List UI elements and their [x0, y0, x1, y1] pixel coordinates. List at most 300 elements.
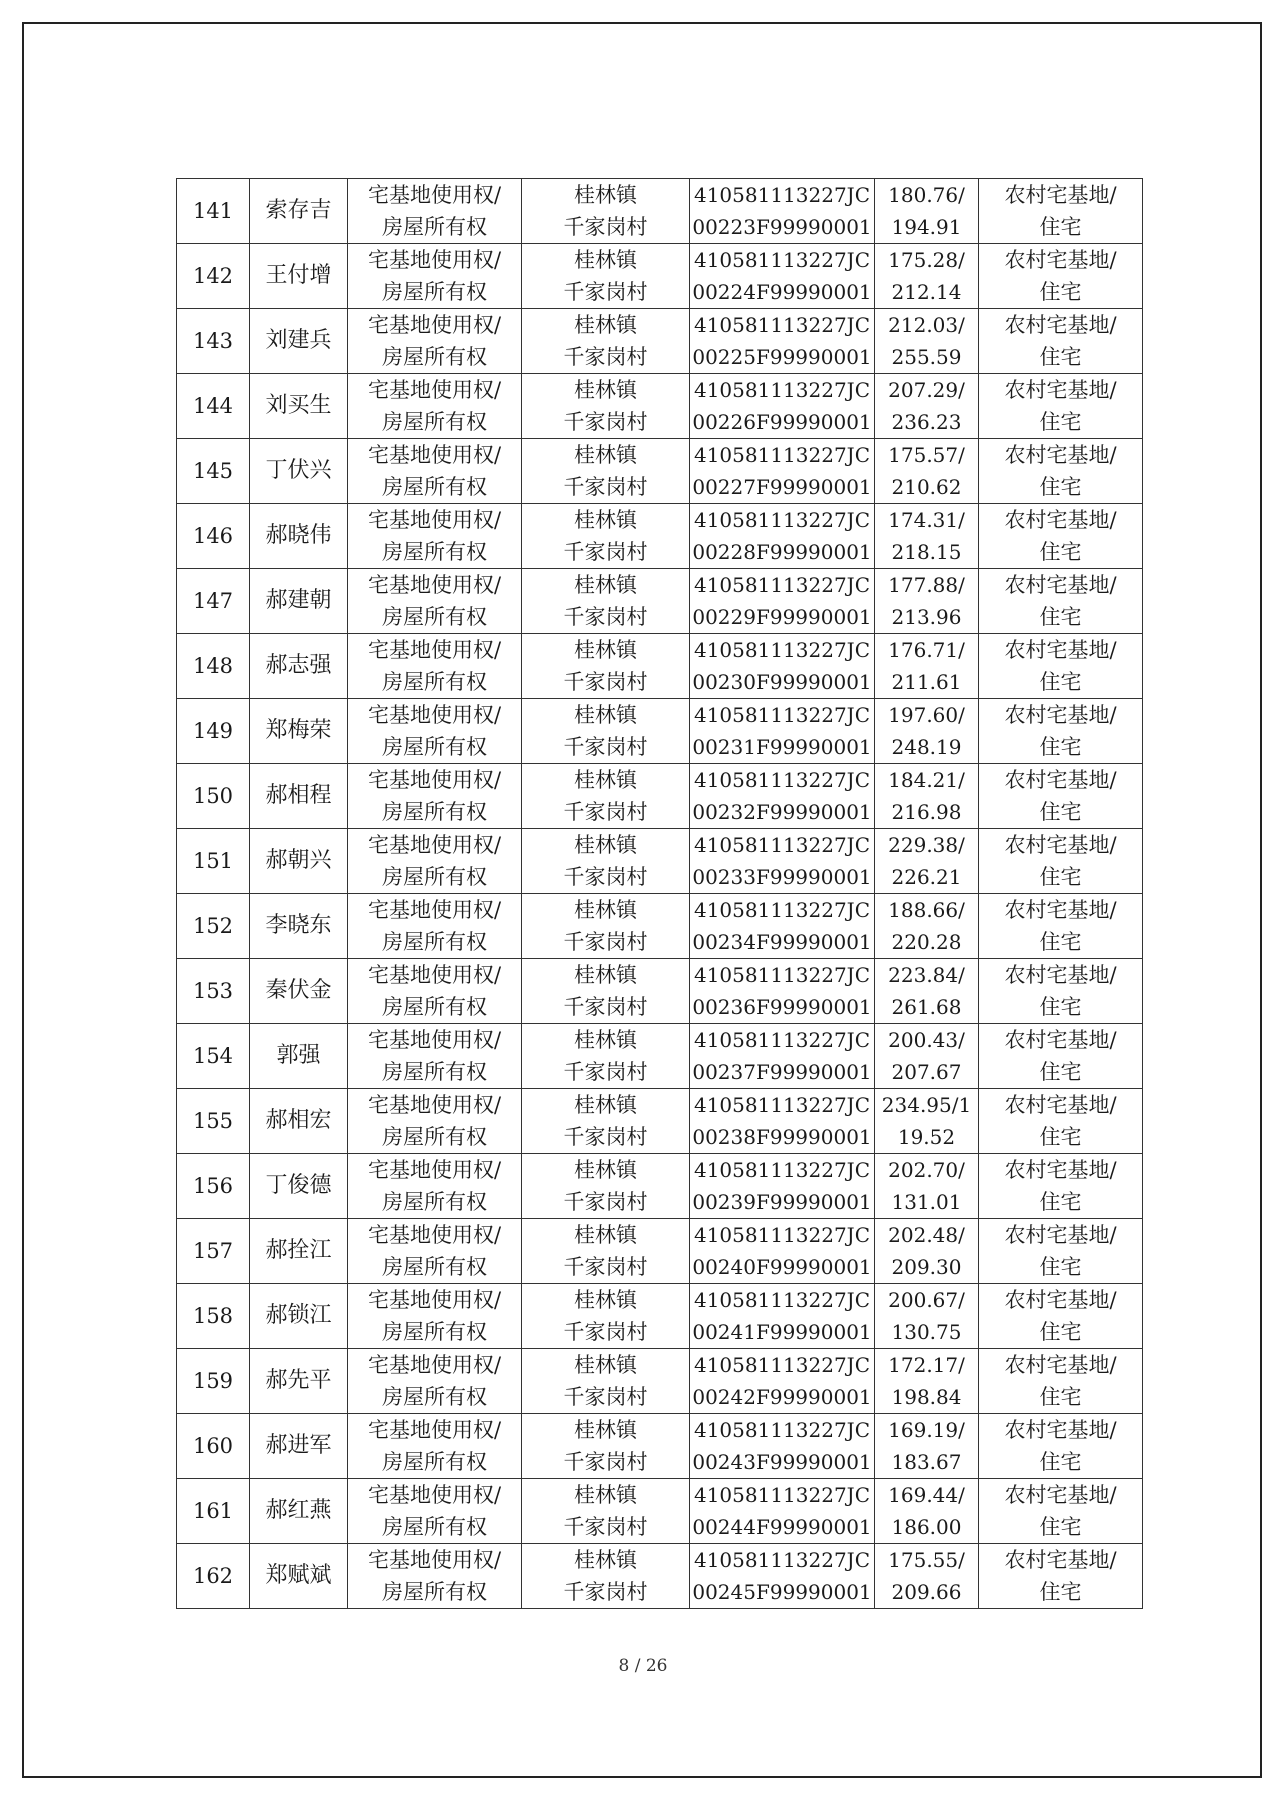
area-cell-line: 216.98	[891, 800, 962, 824]
area-cell-line: 209.66	[891, 1580, 962, 1604]
area-cell	[875, 374, 979, 439]
owner-name-cell: 刘建兵	[250, 309, 348, 374]
usage-cell-line: 住宅	[1039, 735, 1082, 759]
right-type-cell	[348, 1154, 522, 1219]
area-cell-line: 19.52	[897, 1125, 956, 1149]
usage-cell-line: 农村宅基地/	[1004, 1548, 1117, 1572]
area-cell	[875, 1414, 979, 1479]
right-type-cell-line: 房屋所有权	[382, 280, 487, 304]
owner-name-cell: 郝朝兴	[250, 829, 348, 894]
owner-name-cell: 郝进军	[250, 1414, 348, 1479]
location-cell-line: 桂林镇	[574, 1418, 637, 1442]
usage-cell-line: 农村宅基地/	[1004, 378, 1117, 402]
area-cell	[875, 504, 979, 569]
usage-cell-line: 农村宅基地/	[1004, 963, 1117, 987]
area-cell-line: 169.44/	[888, 1483, 965, 1507]
usage-cell-line: 住宅	[1039, 1450, 1082, 1474]
usage-cell-line: 住宅	[1039, 1255, 1082, 1279]
location-cell-line: 千家岗村	[563, 540, 648, 564]
area-cell-line: 194.91	[891, 215, 962, 239]
location-cell	[522, 1544, 690, 1609]
location-cell-line: 桂林镇	[574, 768, 637, 792]
location-cell-line: 千家岗村	[563, 475, 648, 499]
page-number: 8 / 26	[618, 1656, 668, 1676]
usage-cell	[979, 374, 1143, 439]
area-cell	[875, 179, 979, 244]
usage-cell-line: 农村宅基地/	[1004, 898, 1117, 922]
unit-code-cell-line: 410581113227JC	[693, 768, 870, 792]
right-type-cell-line: 房屋所有权	[382, 410, 487, 434]
table-row	[177, 1349, 1143, 1414]
area-cell	[875, 439, 979, 504]
usage-cell	[979, 764, 1143, 829]
unit-code-cell	[690, 699, 875, 764]
area-cell-line: 174.31/	[888, 508, 965, 532]
area-cell-line: 226.21	[891, 865, 962, 889]
location-cell	[522, 179, 690, 244]
usage-cell-line: 农村宅基地/	[1004, 183, 1117, 207]
area-cell	[875, 1024, 979, 1089]
right-type-cell	[348, 894, 522, 959]
area-cell	[875, 894, 979, 959]
right-type-cell-line: 宅基地使用权/	[367, 1028, 502, 1052]
unit-code-cell-line: 410581113227JC	[693, 1483, 870, 1507]
unit-code-cell-line: 410581113227JC	[693, 443, 870, 467]
row-number-cell: 149	[177, 699, 250, 764]
unit-code-cell-line: 410581113227JC	[693, 963, 870, 987]
row-number-cell: 141	[177, 179, 250, 244]
right-type-cell-line: 宅基地使用权/	[367, 1548, 502, 1572]
location-cell-line: 千家岗村	[563, 1190, 648, 1214]
location-cell	[522, 569, 690, 634]
owner-name-cell: 丁俊德	[250, 1154, 348, 1219]
location-cell-line: 千家岗村	[563, 1125, 648, 1149]
usage-cell-line: 农村宅基地/	[1004, 833, 1117, 857]
right-type-cell	[348, 1544, 522, 1609]
table-row	[177, 569, 1143, 634]
unit-code-cell-line: 00226F99990001	[692, 410, 872, 434]
row-number-cell: 154	[177, 1024, 250, 1089]
usage-cell-line: 农村宅基地/	[1004, 508, 1117, 532]
right-type-cell-line: 房屋所有权	[382, 1450, 487, 1474]
usage-cell-line: 住宅	[1039, 410, 1082, 434]
row-number-cell: 157	[177, 1219, 250, 1284]
row-number-cell: 162	[177, 1544, 250, 1609]
usage-cell-line: 住宅	[1039, 930, 1082, 954]
usage-cell	[979, 1024, 1143, 1089]
location-cell	[522, 1024, 690, 1089]
area-cell	[875, 699, 979, 764]
unit-code-cell-line: 00227F99990001	[692, 475, 872, 499]
usage-cell	[979, 1154, 1143, 1219]
location-cell	[522, 894, 690, 959]
area-cell-line: 207.29/	[888, 378, 965, 402]
right-type-cell	[348, 1219, 522, 1284]
area-cell	[875, 1479, 979, 1544]
location-cell-line: 千家岗村	[563, 865, 648, 889]
right-type-cell-line: 宅基地使用权/	[367, 963, 502, 987]
area-cell-line: 177.88/	[888, 573, 965, 597]
owner-name-cell: 郝志强	[250, 634, 348, 699]
area-cell-line: 212.03/	[888, 313, 965, 337]
unit-code-cell-line: 00232F99990001	[692, 800, 872, 824]
location-cell	[522, 309, 690, 374]
location-cell-line: 千家岗村	[563, 930, 648, 954]
area-cell-line: 169.19/	[888, 1418, 965, 1442]
unit-code-cell-line: 00234F99990001	[692, 930, 872, 954]
unit-code-cell-line: 00239F99990001	[692, 1190, 872, 1214]
unit-code-cell-line: 410581113227JC	[693, 1158, 870, 1182]
unit-code-cell	[690, 959, 875, 1024]
right-type-cell-line: 房屋所有权	[382, 345, 487, 369]
area-cell-line: 236.23	[891, 410, 962, 434]
right-type-cell	[348, 699, 522, 764]
usage-cell-line: 农村宅基地/	[1004, 443, 1117, 467]
area-cell-line: 175.55/	[888, 1548, 965, 1572]
right-type-cell	[348, 179, 522, 244]
location-cell-line: 千家岗村	[563, 1060, 648, 1084]
usage-cell-line: 住宅	[1039, 800, 1082, 824]
location-cell-line: 桂林镇	[574, 898, 637, 922]
usage-cell-line: 住宅	[1039, 475, 1082, 499]
area-cell	[875, 1219, 979, 1284]
unit-code-cell-line: 00238F99990001	[692, 1125, 872, 1149]
usage-cell-line: 住宅	[1039, 995, 1082, 1019]
right-type-cell	[348, 1414, 522, 1479]
area-cell-line: 184.21/	[888, 768, 965, 792]
area-cell-line: 223.84/	[888, 963, 965, 987]
usage-cell	[979, 439, 1143, 504]
area-cell-line: 186.00	[891, 1515, 962, 1539]
location-cell	[522, 439, 690, 504]
right-type-cell-line: 宅基地使用权/	[367, 638, 502, 662]
unit-code-cell	[690, 439, 875, 504]
right-type-cell-line: 房屋所有权	[382, 540, 487, 564]
usage-cell	[979, 1089, 1143, 1154]
row-number-cell: 144	[177, 374, 250, 439]
area-cell-line: 172.17/	[888, 1353, 965, 1377]
location-cell-line: 桂林镇	[574, 1223, 637, 1247]
area-cell-line: 200.67/	[888, 1288, 965, 1312]
owner-name-cell: 郝相宏	[250, 1089, 348, 1154]
right-type-cell-line: 宅基地使用权/	[367, 1418, 502, 1442]
area-cell	[875, 569, 979, 634]
unit-code-cell-line: 410581113227JC	[693, 1418, 870, 1442]
location-cell-line: 千家岗村	[563, 1320, 648, 1344]
right-type-cell-line: 房屋所有权	[382, 670, 487, 694]
area-cell-line: 176.71/	[888, 638, 965, 662]
location-cell	[522, 959, 690, 1024]
owner-name-cell: 郝晓伟	[250, 504, 348, 569]
location-cell-line: 桂林镇	[574, 1093, 637, 1117]
unit-code-cell-line: 00236F99990001	[692, 995, 872, 1019]
area-cell-line: 175.57/	[888, 443, 965, 467]
right-type-cell-line: 宅基地使用权/	[367, 443, 502, 467]
right-type-cell-line: 房屋所有权	[382, 800, 487, 824]
unit-code-cell-line: 00243F99990001	[692, 1450, 872, 1474]
right-type-cell-line: 宅基地使用权/	[367, 833, 502, 857]
usage-cell-line: 住宅	[1039, 1190, 1082, 1214]
area-cell	[875, 829, 979, 894]
row-number-cell: 160	[177, 1414, 250, 1479]
location-cell-line: 千家岗村	[563, 280, 648, 304]
usage-cell-line: 农村宅基地/	[1004, 1288, 1117, 1312]
unit-code-cell-line: 410581113227JC	[693, 1353, 870, 1377]
area-cell	[875, 1284, 979, 1349]
unit-code-cell-line: 00240F99990001	[692, 1255, 872, 1279]
right-type-cell-line: 房屋所有权	[382, 1060, 487, 1084]
table-row	[177, 179, 1143, 244]
unit-code-cell-line: 410581113227JC	[693, 1288, 870, 1312]
location-cell-line: 千家岗村	[563, 410, 648, 434]
table-row	[177, 1154, 1143, 1219]
right-type-cell-line: 宅基地使用权/	[367, 768, 502, 792]
location-cell-line: 桂林镇	[574, 963, 637, 987]
location-cell-line: 桂林镇	[574, 573, 637, 597]
location-cell-line: 千家岗村	[563, 995, 648, 1019]
table-row	[177, 1284, 1143, 1349]
usage-cell-line: 农村宅基地/	[1004, 1418, 1117, 1442]
unit-code-cell-line: 410581113227JC	[693, 1028, 870, 1052]
unit-code-cell	[690, 1284, 875, 1349]
table-row	[177, 504, 1143, 569]
usage-cell	[979, 244, 1143, 309]
right-type-cell	[348, 1284, 522, 1349]
row-number-cell: 148	[177, 634, 250, 699]
owner-name-cell: 郭强	[250, 1024, 348, 1089]
unit-code-cell	[690, 569, 875, 634]
right-type-cell	[348, 504, 522, 569]
location-cell-line: 桂林镇	[574, 833, 637, 857]
area-cell	[875, 309, 979, 374]
location-cell-line: 桂林镇	[574, 313, 637, 337]
unit-code-cell	[690, 1089, 875, 1154]
right-type-cell	[348, 1349, 522, 1414]
area-cell-line: 218.15	[891, 540, 962, 564]
right-type-cell-line: 房屋所有权	[382, 1385, 487, 1409]
unit-code-cell-line: 410581113227JC	[693, 1093, 870, 1117]
location-cell-line: 千家岗村	[563, 1515, 648, 1539]
unit-code-cell-line: 00225F99990001	[692, 345, 872, 369]
row-number-cell: 158	[177, 1284, 250, 1349]
area-cell-line: 210.62	[891, 475, 962, 499]
right-type-cell-line: 宅基地使用权/	[367, 313, 502, 337]
unit-code-cell	[690, 374, 875, 439]
table-row	[177, 1544, 1143, 1609]
unit-code-cell-line: 00224F99990001	[692, 280, 872, 304]
unit-code-cell-line: 410581113227JC	[693, 313, 870, 337]
right-type-cell	[348, 1024, 522, 1089]
right-type-cell-line: 房屋所有权	[382, 865, 487, 889]
unit-code-cell-line: 410581113227JC	[693, 248, 870, 272]
right-type-cell-line: 宅基地使用权/	[367, 1353, 502, 1377]
usage-cell-line: 农村宅基地/	[1004, 1483, 1117, 1507]
unit-code-cell-line: 00241F99990001	[692, 1320, 872, 1344]
area-cell-line: 131.01	[891, 1190, 962, 1214]
right-type-cell-line: 宅基地使用权/	[367, 508, 502, 532]
area-cell-line: 207.67	[891, 1060, 962, 1084]
location-cell	[522, 634, 690, 699]
table-row	[177, 1219, 1143, 1284]
owner-name-cell: 郑梅荣	[250, 699, 348, 764]
area-cell	[875, 764, 979, 829]
right-type-cell-line: 房屋所有权	[382, 1320, 487, 1344]
right-type-cell-line: 宅基地使用权/	[367, 378, 502, 402]
usage-cell	[979, 179, 1143, 244]
right-type-cell-line: 房屋所有权	[382, 1580, 487, 1604]
usage-cell	[979, 634, 1143, 699]
row-number-cell: 156	[177, 1154, 250, 1219]
unit-code-cell	[690, 179, 875, 244]
unit-code-cell-line: 410581113227JC	[693, 378, 870, 402]
usage-cell-line: 住宅	[1039, 215, 1082, 239]
unit-code-cell	[690, 309, 875, 374]
right-type-cell-line: 房屋所有权	[382, 1125, 487, 1149]
location-cell-line: 千家岗村	[563, 605, 648, 629]
location-cell	[522, 699, 690, 764]
location-cell-line: 千家岗村	[563, 670, 648, 694]
table-body	[177, 179, 1143, 1609]
usage-cell	[979, 829, 1143, 894]
location-cell-line: 桂林镇	[574, 638, 637, 662]
right-type-cell	[348, 764, 522, 829]
right-type-cell-line: 宅基地使用权/	[367, 1483, 502, 1507]
unit-code-cell	[690, 1544, 875, 1609]
row-number-cell: 152	[177, 894, 250, 959]
usage-cell-line: 农村宅基地/	[1004, 768, 1117, 792]
right-type-cell-line: 房屋所有权	[382, 930, 487, 954]
right-type-cell	[348, 439, 522, 504]
usage-cell-line: 住宅	[1039, 345, 1082, 369]
area-cell-line: 261.68	[891, 995, 962, 1019]
row-number-cell: 146	[177, 504, 250, 569]
location-cell	[522, 829, 690, 894]
owner-name-cell: 郝红燕	[250, 1479, 348, 1544]
usage-cell	[979, 699, 1143, 764]
usage-cell	[979, 569, 1143, 634]
right-type-cell-line: 房屋所有权	[382, 995, 487, 1019]
row-number-cell: 150	[177, 764, 250, 829]
right-type-cell-line: 宅基地使用权/	[367, 1093, 502, 1117]
right-type-cell-line: 宅基地使用权/	[367, 1223, 502, 1247]
area-cell-line: 188.66/	[888, 898, 965, 922]
area-cell-line: 234.95/1	[881, 1093, 972, 1117]
usage-cell	[979, 1544, 1143, 1609]
usage-cell	[979, 504, 1143, 569]
right-type-cell-line: 房屋所有权	[382, 475, 487, 499]
right-type-cell	[348, 634, 522, 699]
area-cell-line: 200.43/	[888, 1028, 965, 1052]
row-number-cell: 155	[177, 1089, 250, 1154]
location-cell	[522, 504, 690, 569]
usage-cell-line: 住宅	[1039, 1060, 1082, 1084]
area-cell-line: 130.75	[891, 1320, 962, 1344]
usage-cell-line: 农村宅基地/	[1004, 1093, 1117, 1117]
usage-cell-line: 住宅	[1039, 865, 1082, 889]
usage-cell	[979, 1479, 1143, 1544]
area-cell	[875, 1154, 979, 1219]
right-type-cell-line: 宅基地使用权/	[367, 1158, 502, 1182]
unit-code-cell	[690, 1219, 875, 1284]
right-type-cell-line: 房屋所有权	[382, 1190, 487, 1214]
location-cell	[522, 1154, 690, 1219]
area-cell-line: 248.19	[891, 735, 962, 759]
usage-cell	[979, 309, 1143, 374]
unit-code-cell	[690, 1414, 875, 1479]
unit-code-cell	[690, 1024, 875, 1089]
location-cell-line: 桂林镇	[574, 1548, 637, 1572]
table-row	[177, 634, 1143, 699]
right-type-cell-line: 房屋所有权	[382, 605, 487, 629]
row-number-cell: 151	[177, 829, 250, 894]
location-cell-line: 桂林镇	[574, 1028, 637, 1052]
row-number-cell: 142	[177, 244, 250, 309]
location-cell-line: 千家岗村	[563, 800, 648, 824]
unit-code-cell	[690, 634, 875, 699]
unit-code-cell-line: 00229F99990001	[692, 605, 872, 629]
unit-code-cell-line: 00237F99990001	[692, 1060, 872, 1084]
row-number-cell: 147	[177, 569, 250, 634]
unit-code-cell	[690, 829, 875, 894]
row-number-cell: 143	[177, 309, 250, 374]
area-cell-line: 175.28/	[888, 248, 965, 272]
usage-cell-line: 农村宅基地/	[1004, 638, 1117, 662]
location-cell-line: 千家岗村	[563, 345, 648, 369]
right-type-cell-line: 房屋所有权	[382, 735, 487, 759]
area-cell	[875, 1349, 979, 1414]
usage-cell-line: 农村宅基地/	[1004, 703, 1117, 727]
owner-name-cell: 李晓东	[250, 894, 348, 959]
location-cell	[522, 1284, 690, 1349]
usage-cell-line: 住宅	[1039, 1385, 1082, 1409]
area-cell-line: 202.48/	[888, 1223, 965, 1247]
right-type-cell-line: 宅基地使用权/	[367, 183, 502, 207]
unit-code-cell-line: 410581113227JC	[693, 898, 870, 922]
table-row	[177, 894, 1143, 959]
location-cell-line: 桂林镇	[574, 378, 637, 402]
usage-cell	[979, 894, 1143, 959]
unit-code-cell	[690, 1479, 875, 1544]
usage-cell-line: 农村宅基地/	[1004, 1158, 1117, 1182]
location-cell-line: 桂林镇	[574, 703, 637, 727]
right-type-cell	[348, 1479, 522, 1544]
location-cell	[522, 1349, 690, 1414]
table-row	[177, 1024, 1143, 1089]
table-row	[177, 244, 1143, 309]
area-cell-line: 197.60/	[888, 703, 965, 727]
location-cell-line: 桂林镇	[574, 1353, 637, 1377]
location-cell-line: 千家岗村	[563, 1385, 648, 1409]
unit-code-cell-line: 00245F99990001	[692, 1580, 872, 1604]
usage-cell-line: 住宅	[1039, 1515, 1082, 1539]
owner-name-cell: 郝建朝	[250, 569, 348, 634]
location-cell	[522, 1219, 690, 1284]
usage-cell-line: 住宅	[1039, 670, 1082, 694]
usage-cell-line: 农村宅基地/	[1004, 573, 1117, 597]
location-cell	[522, 374, 690, 439]
usage-cell-line: 住宅	[1039, 1320, 1082, 1344]
area-cell-line: 212.14	[891, 280, 962, 304]
location-cell-line: 桂林镇	[574, 443, 637, 467]
area-cell-line: 198.84	[891, 1385, 962, 1409]
area-cell-line: 183.67	[891, 1450, 962, 1474]
location-cell-line: 桂林镇	[574, 1158, 637, 1182]
table-row	[177, 439, 1143, 504]
location-cell-line: 千家岗村	[563, 215, 648, 239]
usage-cell	[979, 1349, 1143, 1414]
location-cell-line: 桂林镇	[574, 508, 637, 532]
area-cell-line: 209.30	[891, 1255, 962, 1279]
